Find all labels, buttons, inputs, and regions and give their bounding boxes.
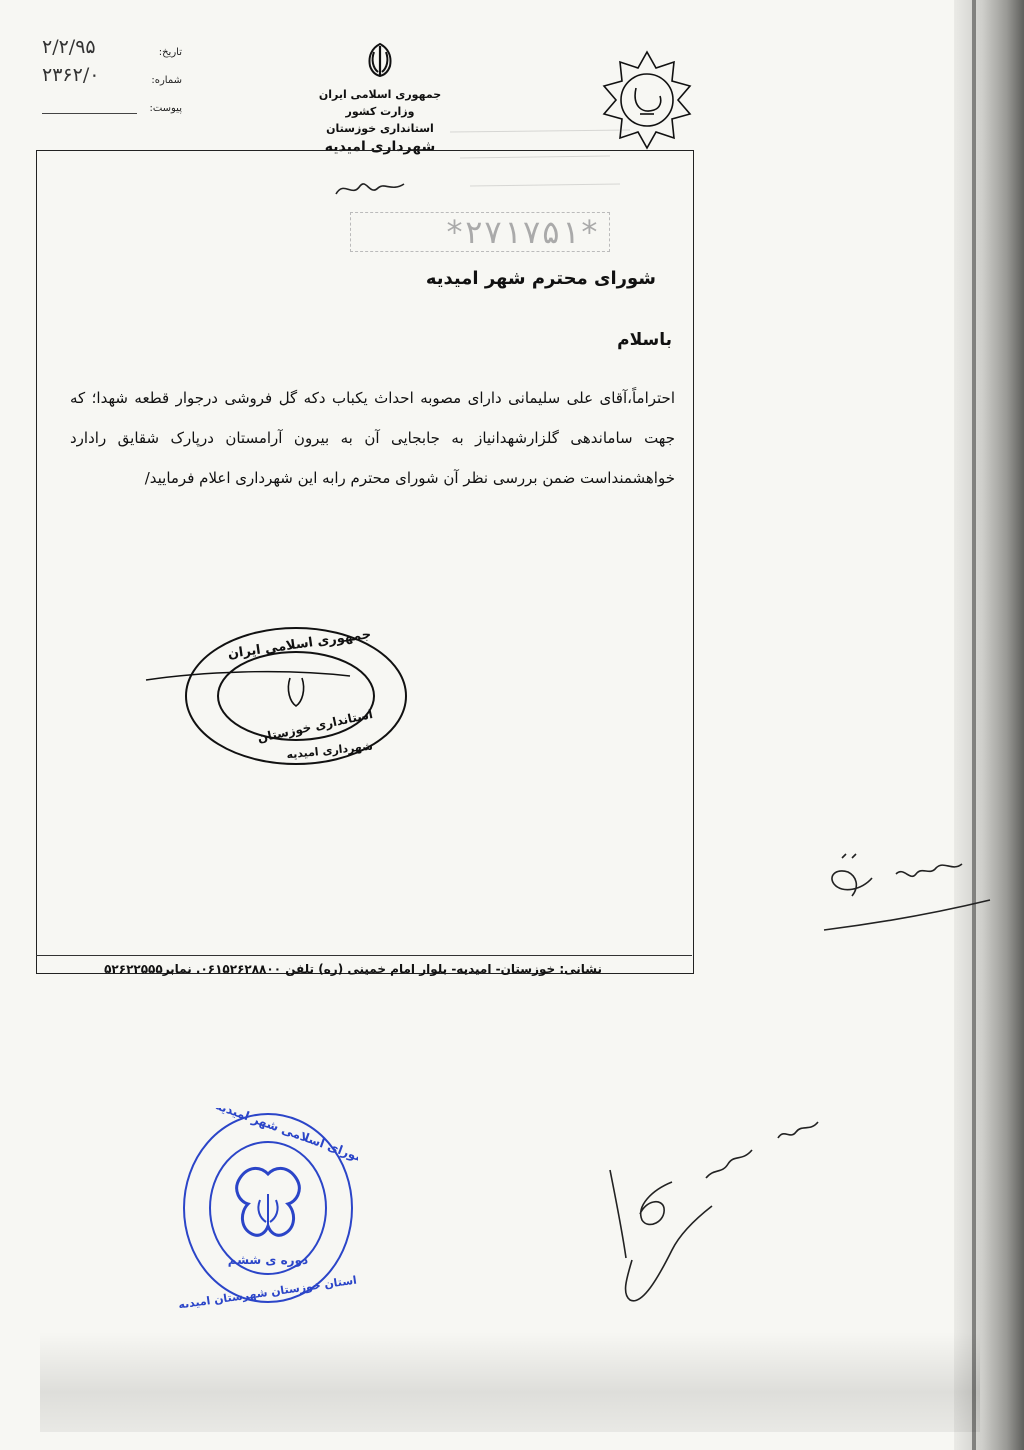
- svg-text:استان خوزستان شهرستان امیدیه: استان خوزستان شهرستان امیدیه: [178, 1273, 358, 1308]
- date-label: تاریخ:: [158, 47, 182, 58]
- number-label: شماره:: [151, 75, 182, 86]
- date-value: ۲/۲/۹۵: [42, 36, 96, 58]
- greeting-line: باسلام: [617, 330, 672, 350]
- number-value: ۲۳۶۲/۰: [42, 64, 100, 86]
- number-row: [42, 58, 182, 86]
- handwritten-approval-top: [812, 838, 992, 942]
- letter-body: احتراماً،آقای علی سلیمانی دارای مصوبه احداث یکباب دکه گل فروشی درجوار قطعه شهدا؛ که جهت ساماندهی گلزارشهدانیاز به جابجایی آن به بیرون آرامستان درپارک شقایق رادارد خواهشمنداست ضمن بررسی نظر آن شورای محترم رابه این شهرداری اعلام فرمایید/: [70, 389, 675, 487]
- emblem-line-municipality: شهرداری امیدیه: [324, 139, 436, 155]
- svg-text:شهرداری امیدیه: شهرداری امیدیه: [285, 739, 374, 762]
- scan-shadow: [40, 1332, 980, 1432]
- emblem-line-ministry: وزارت کشور: [345, 105, 415, 118]
- letter-meta: [42, 30, 182, 114]
- svg-text:دوره ی ششم: دوره ی ششم: [227, 1253, 309, 1267]
- emblem-line-republic: جمهوری اسلامی ایران: [318, 88, 442, 101]
- svg-text:شورای اسلامی شهر امیدیه: شورای اسلامی شهر امیدیه: [213, 1108, 358, 1167]
- svg-text:جمهوری اسلامی ایران: جمهوری اسلامی ایران: [226, 627, 373, 663]
- recipient-line: شورای محترم شهر امیدیه: [425, 268, 656, 289]
- attachment-blank: [42, 112, 137, 114]
- svg-text:استانداری خوزستان: استانداری خوزستان: [256, 707, 375, 746]
- handwritten-approval-bottom: [602, 1110, 832, 1314]
- attachment-row: [42, 86, 182, 114]
- footer-address: نشانی: خوزستان- امیدیه- بلوار امام خمینی (ره) تلفن ۰۶۱۵۲۶۲۸۸۰۰. نمابر۵۲۶۲۲۵۵۵: [104, 962, 602, 976]
- frame-footer-divider: [36, 955, 692, 956]
- iran-emblem-icon: [358, 38, 402, 82]
- attachment-label: پیوست:: [149, 103, 182, 114]
- municipality-ink-stamp: [140, 618, 420, 782]
- emblem-line-province: استانداری خوزستان: [326, 122, 434, 135]
- registration-number: *۲۷۱۷۵۱*: [444, 213, 599, 251]
- scanned-page-edge: [954, 0, 1024, 1450]
- city-council-seal: [178, 1108, 358, 1312]
- date-row: [42, 30, 182, 58]
